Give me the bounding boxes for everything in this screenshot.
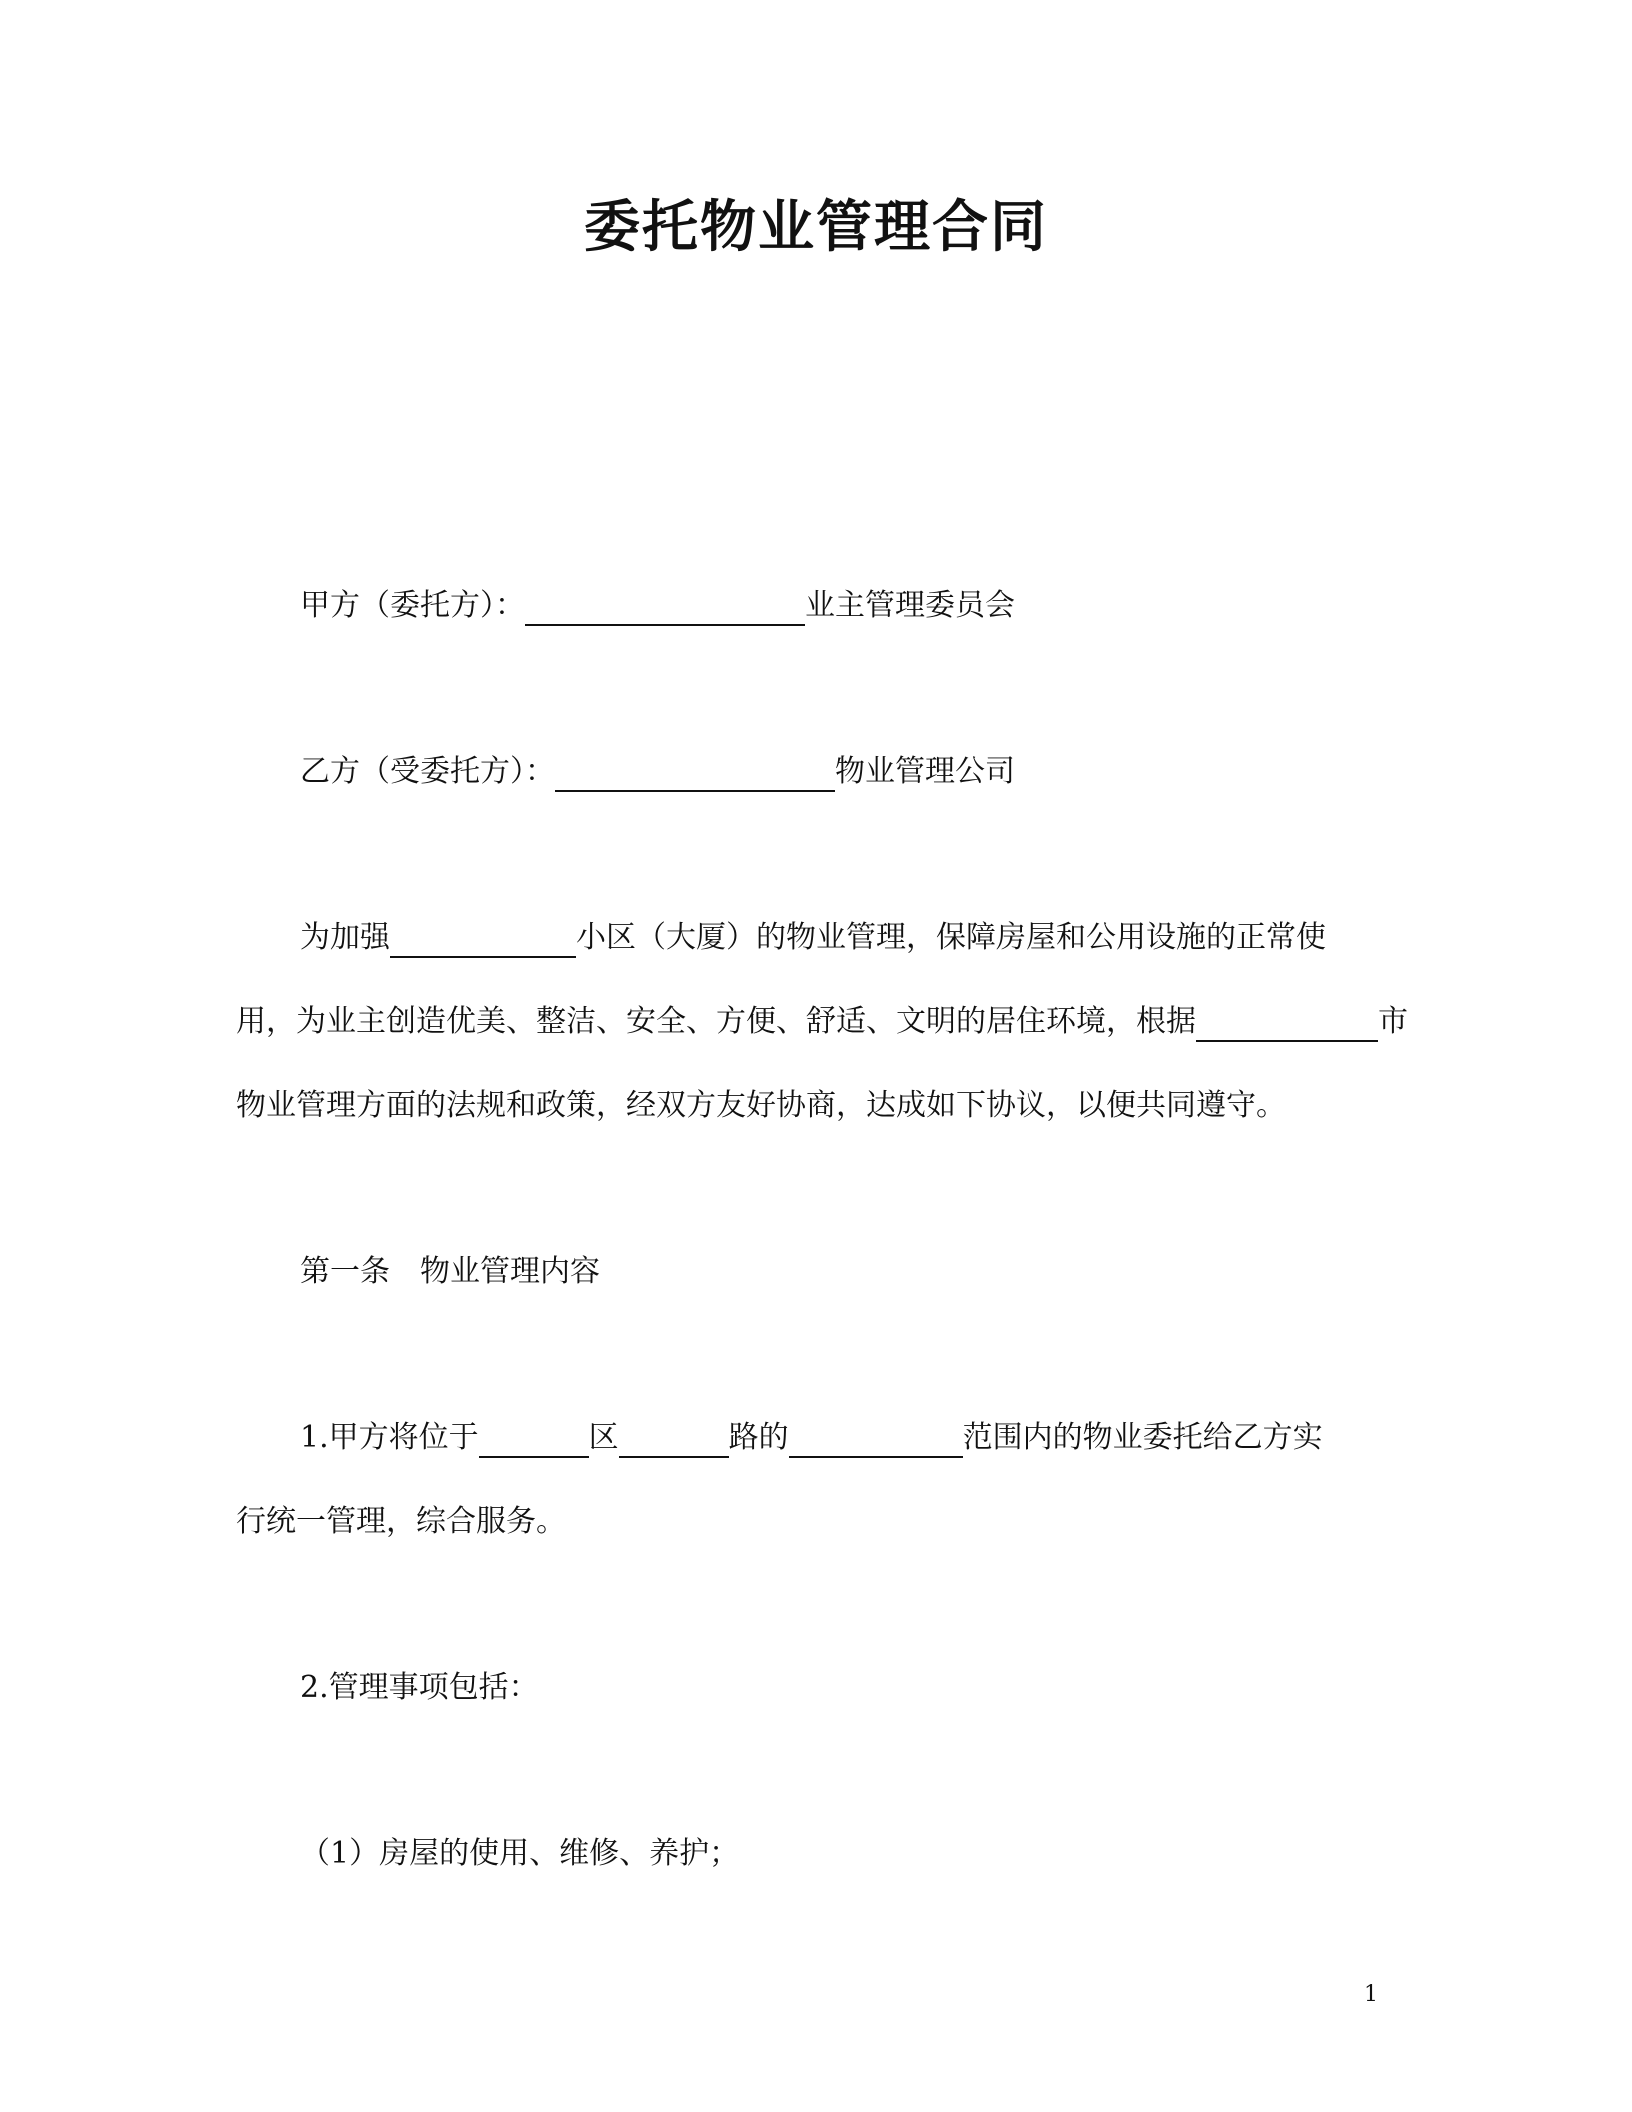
party-b-label: 乙方（受委托方）： — [300, 754, 555, 789]
document-title: 委托物业管理合同 — [584, 195, 1048, 260]
range-blank — [789, 1422, 963, 1458]
city-blank — [1196, 1006, 1378, 1042]
preamble-text: 市 — [1378, 1004, 1408, 1039]
party-b-blank — [555, 756, 835, 792]
party-b-suffix: 物业管理公司 — [835, 754, 1015, 789]
page-number: 1 — [1364, 1982, 1378, 2007]
article-1-heading: 第一条 物业管理内容 — [300, 1254, 600, 1289]
preamble-text: 用，为业主创造优美、整洁、安全、方便、舒适、文明的居住环境，根据 — [236, 1004, 1196, 1039]
article-1-item-2: 2.管理事项包括： — [300, 1670, 539, 1705]
district-blank — [479, 1422, 589, 1458]
article-1-item-1-continued: 行统一管理，综合服务。 — [236, 1504, 566, 1539]
preamble-line-2 — [236, 1002, 1408, 1042]
preamble-line-1 — [300, 918, 1326, 958]
preamble-text: 小区（大厦）的物业管理，保障房屋和公用设施的正常使 — [576, 920, 1326, 955]
party-a-label: 甲方（委托方）： — [300, 588, 525, 623]
preamble-line-3: 物业管理方面的法规和政策，经双方友好协商，达成如下协议，以便共同遵守。 — [236, 1088, 1286, 1123]
party-a-blank — [525, 590, 805, 626]
preamble-text: 为加强 — [300, 920, 390, 955]
item-text: 范围内的物业委托给乙方实 — [962, 1420, 1323, 1455]
party-a-line — [300, 586, 1015, 626]
item-text: 1.甲方将位于 — [300, 1420, 479, 1455]
article-1-item-1 — [300, 1418, 1323, 1458]
party-a-suffix: 业主管理委员会 — [805, 588, 1015, 623]
party-b-line — [300, 752, 1015, 792]
road-blank — [619, 1422, 729, 1458]
community-blank — [390, 922, 576, 958]
item-text: 区 — [588, 1420, 619, 1455]
item-text: 路的 — [728, 1420, 789, 1455]
article-1-sub-item-1: （1）房屋的使用、维修、养护； — [300, 1836, 740, 1871]
